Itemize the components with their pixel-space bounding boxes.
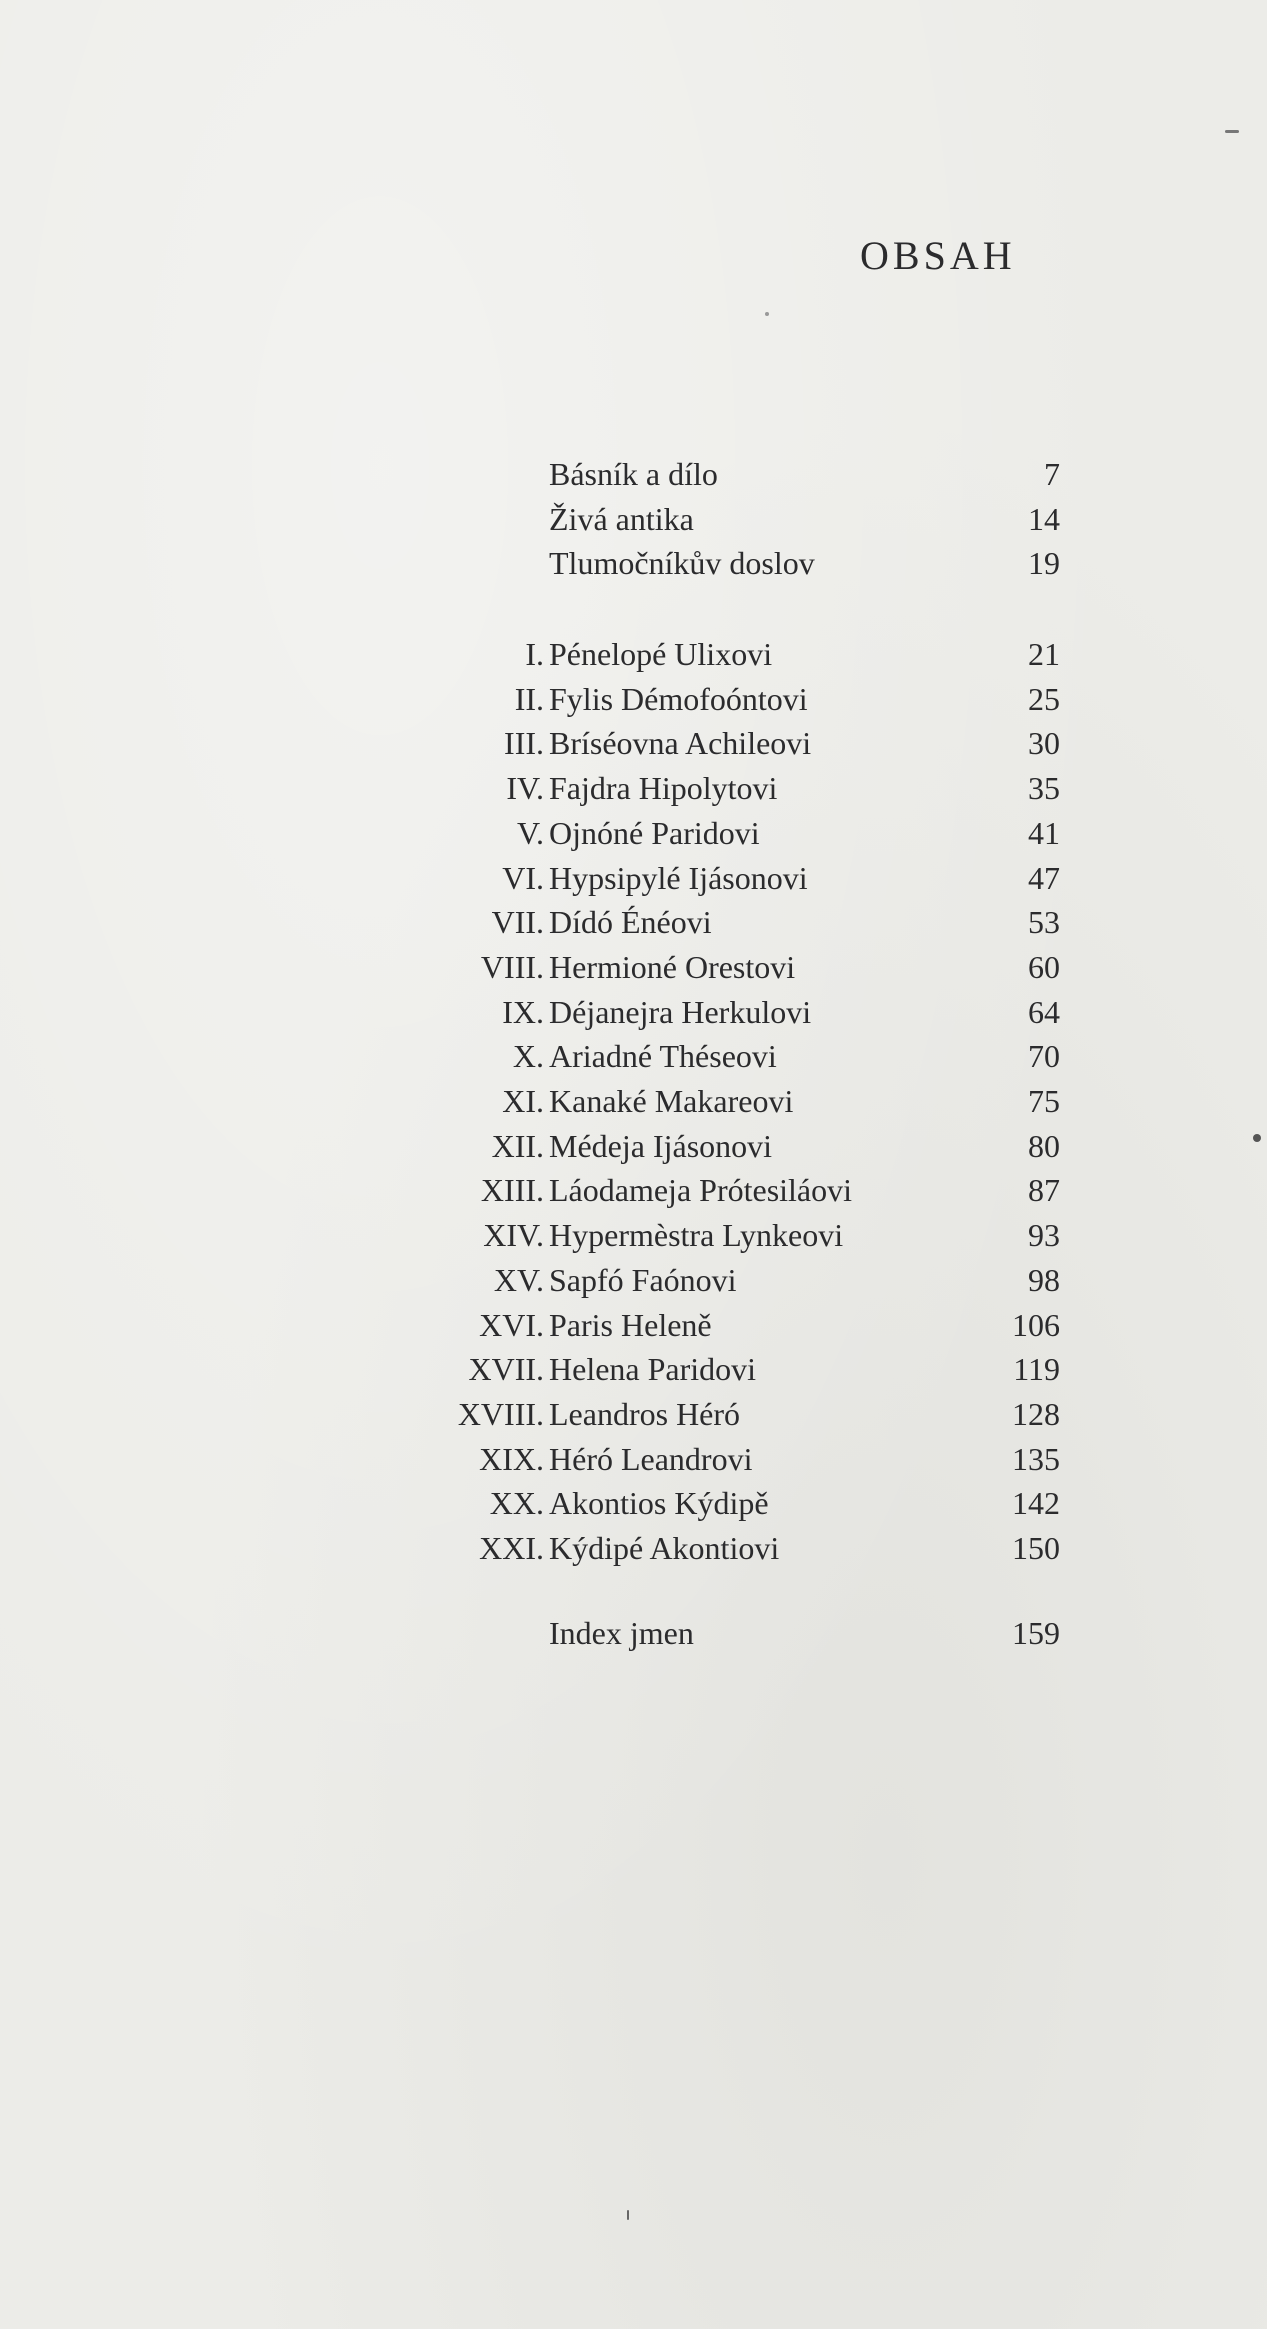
toc-entry-title: Helena Paridovi: [549, 1351, 757, 1388]
toc-entry-title: Paris Heleně: [549, 1306, 712, 1343]
toc-entry-page: 70: [1028, 1038, 1060, 1075]
page-title: OBSAH: [860, 233, 1016, 278]
toc-entry-page: 80: [1028, 1127, 1060, 1164]
paper-speck: [1225, 130, 1239, 133]
toc-entry-title: Fylis Démofoóntovi: [549, 680, 808, 717]
toc-entry: [0, 1437, 1267, 1481]
toc-entry: [0, 1303, 1267, 1347]
toc-entry-title: Ojnóné Paridovi: [549, 814, 760, 851]
toc-entry-title: Pénelopé Ulixovi: [549, 636, 773, 672]
toc-entry-number: III.: [504, 725, 544, 762]
toc-entry-number: I.: [525, 636, 544, 672]
toc-entry-title: Tlumočníkův doslov: [549, 545, 815, 582]
toc-entry-page: 35: [1028, 770, 1060, 807]
toc-entry-number: II.: [514, 680, 544, 717]
toc-entry: [0, 632, 1267, 676]
toc-entry: [0, 1079, 1267, 1123]
toc-entry: [0, 677, 1267, 721]
toc-entry-page: 30: [1028, 725, 1060, 762]
toc-entry: [0, 1392, 1267, 1436]
toc-entry-page: 87: [1028, 1172, 1060, 1209]
toc-entry-number: XX.: [489, 1485, 544, 1522]
toc-entry-page: 98: [1028, 1261, 1060, 1298]
toc-entry-number: IV.: [506, 770, 544, 807]
toc-entry-page: 142: [1012, 1485, 1060, 1522]
paper-speck: [627, 2210, 629, 2220]
toc-entry: [0, 1611, 1267, 1655]
toc-entry-page: 60: [1028, 948, 1060, 985]
toc-entry-title: Ariadné Théseovi: [549, 1038, 777, 1075]
toc-entry-page: 25: [1028, 680, 1060, 717]
toc-entry-page: 135: [1012, 1440, 1060, 1477]
toc-entry-page: 119: [1013, 1351, 1060, 1388]
toc-entry-page: 64: [1028, 993, 1060, 1030]
toc-entry: [0, 811, 1267, 855]
toc-entry: [0, 1347, 1267, 1391]
toc-entry: [0, 1213, 1267, 1257]
toc-entry: [0, 1258, 1267, 1302]
toc-entry: [0, 541, 1267, 585]
toc-entry-title: Dídó Énéovi: [549, 904, 712, 941]
toc-entry-number: XI.: [502, 1083, 544, 1119]
toc-entry-title: Hypsipylé Ijásonovi: [549, 859, 808, 896]
toc-entry-page: 150: [1012, 1530, 1060, 1566]
toc-entry-page: 7: [1044, 456, 1060, 492]
toc-entry-number: IX.: [502, 993, 544, 1030]
toc-entry-number: XIII.: [480, 1172, 544, 1209]
toc-entry: [0, 1124, 1267, 1168]
toc-entry-page: 21: [1028, 636, 1060, 672]
toc-entry: [0, 1481, 1267, 1525]
toc-entry-number: XVII.: [468, 1351, 544, 1388]
toc-entry-number: XVI.: [479, 1306, 544, 1343]
toc-entry-title: Bríséovna Achileovi: [549, 725, 812, 762]
toc-entry: [0, 1034, 1267, 1078]
toc-entry: [0, 900, 1267, 944]
toc-entry-page: 53: [1028, 904, 1060, 941]
toc-entry-page: 128: [1012, 1395, 1060, 1432]
paper-speck: [1253, 1134, 1261, 1142]
toc-entry-title: Kýdipé Akontiovi: [549, 1530, 780, 1566]
toc-entry-title: Déjanejra Herkulovi: [549, 993, 812, 1030]
toc-entry-title: Živá antika: [549, 500, 694, 537]
toc-entry: [0, 945, 1267, 989]
toc-entry: [0, 497, 1267, 541]
toc-entry: [0, 721, 1267, 765]
toc-entry-page: 14: [1028, 500, 1060, 537]
toc-entry-title: Index jmen: [549, 1615, 694, 1651]
toc-entry-number: XXI.: [479, 1530, 544, 1566]
toc-entry-number: VI.: [502, 859, 544, 896]
toc-entry-page: 159: [1012, 1615, 1060, 1651]
toc-entry-title: Sapfó Faónovi: [549, 1261, 737, 1298]
toc-entry-page: 47: [1028, 859, 1060, 896]
toc-entry-title: Akontios Kýdipě: [549, 1485, 769, 1522]
toc-entry: [0, 990, 1267, 1034]
toc-entry: [0, 856, 1267, 900]
paper-speck: [765, 312, 769, 316]
toc-entry-number: V.: [517, 814, 544, 851]
toc-entry: [0, 452, 1267, 496]
toc-entry-number: VII.: [491, 904, 544, 941]
toc-entry-page: 19: [1028, 545, 1060, 582]
toc-entry-number: XV.: [493, 1261, 544, 1298]
toc-entry-title: Kanaké Makareovi: [549, 1083, 794, 1119]
toc-entry-page: 93: [1028, 1217, 1060, 1254]
toc-entry-number: X.: [512, 1038, 544, 1075]
toc-entry-number: XIV.: [483, 1217, 544, 1254]
toc-entry: [0, 1526, 1267, 1570]
toc-entry-number: VIII.: [480, 948, 544, 985]
toc-entry-title: Médeja Ijásonovi: [549, 1127, 773, 1164]
toc-entry: [0, 1168, 1267, 1212]
toc-entry: [0, 766, 1267, 810]
toc-entry-page: 75: [1028, 1083, 1060, 1119]
toc-entry-page: 106: [1012, 1306, 1060, 1343]
toc-entry-title: Leandros Héró: [549, 1395, 741, 1432]
toc-entry-title: Láodameja Prótesiláovi: [549, 1172, 853, 1209]
toc-entry-title: Hermioné Orestovi: [549, 948, 796, 985]
toc-entry-number: XVIII.: [457, 1395, 544, 1432]
toc-entry-number: XII.: [491, 1127, 544, 1164]
toc-entry-page: 41: [1028, 814, 1060, 851]
toc-entry-number: XIX.: [479, 1440, 544, 1477]
toc-entry-title: Básník a dílo: [549, 456, 718, 492]
toc-entry-title: Hypermèstra Lynkeovi: [549, 1217, 844, 1254]
toc-entry-title: Fajdra Hipolytovi: [549, 770, 778, 807]
toc-entry-title: Héró Leandrovi: [549, 1440, 753, 1477]
